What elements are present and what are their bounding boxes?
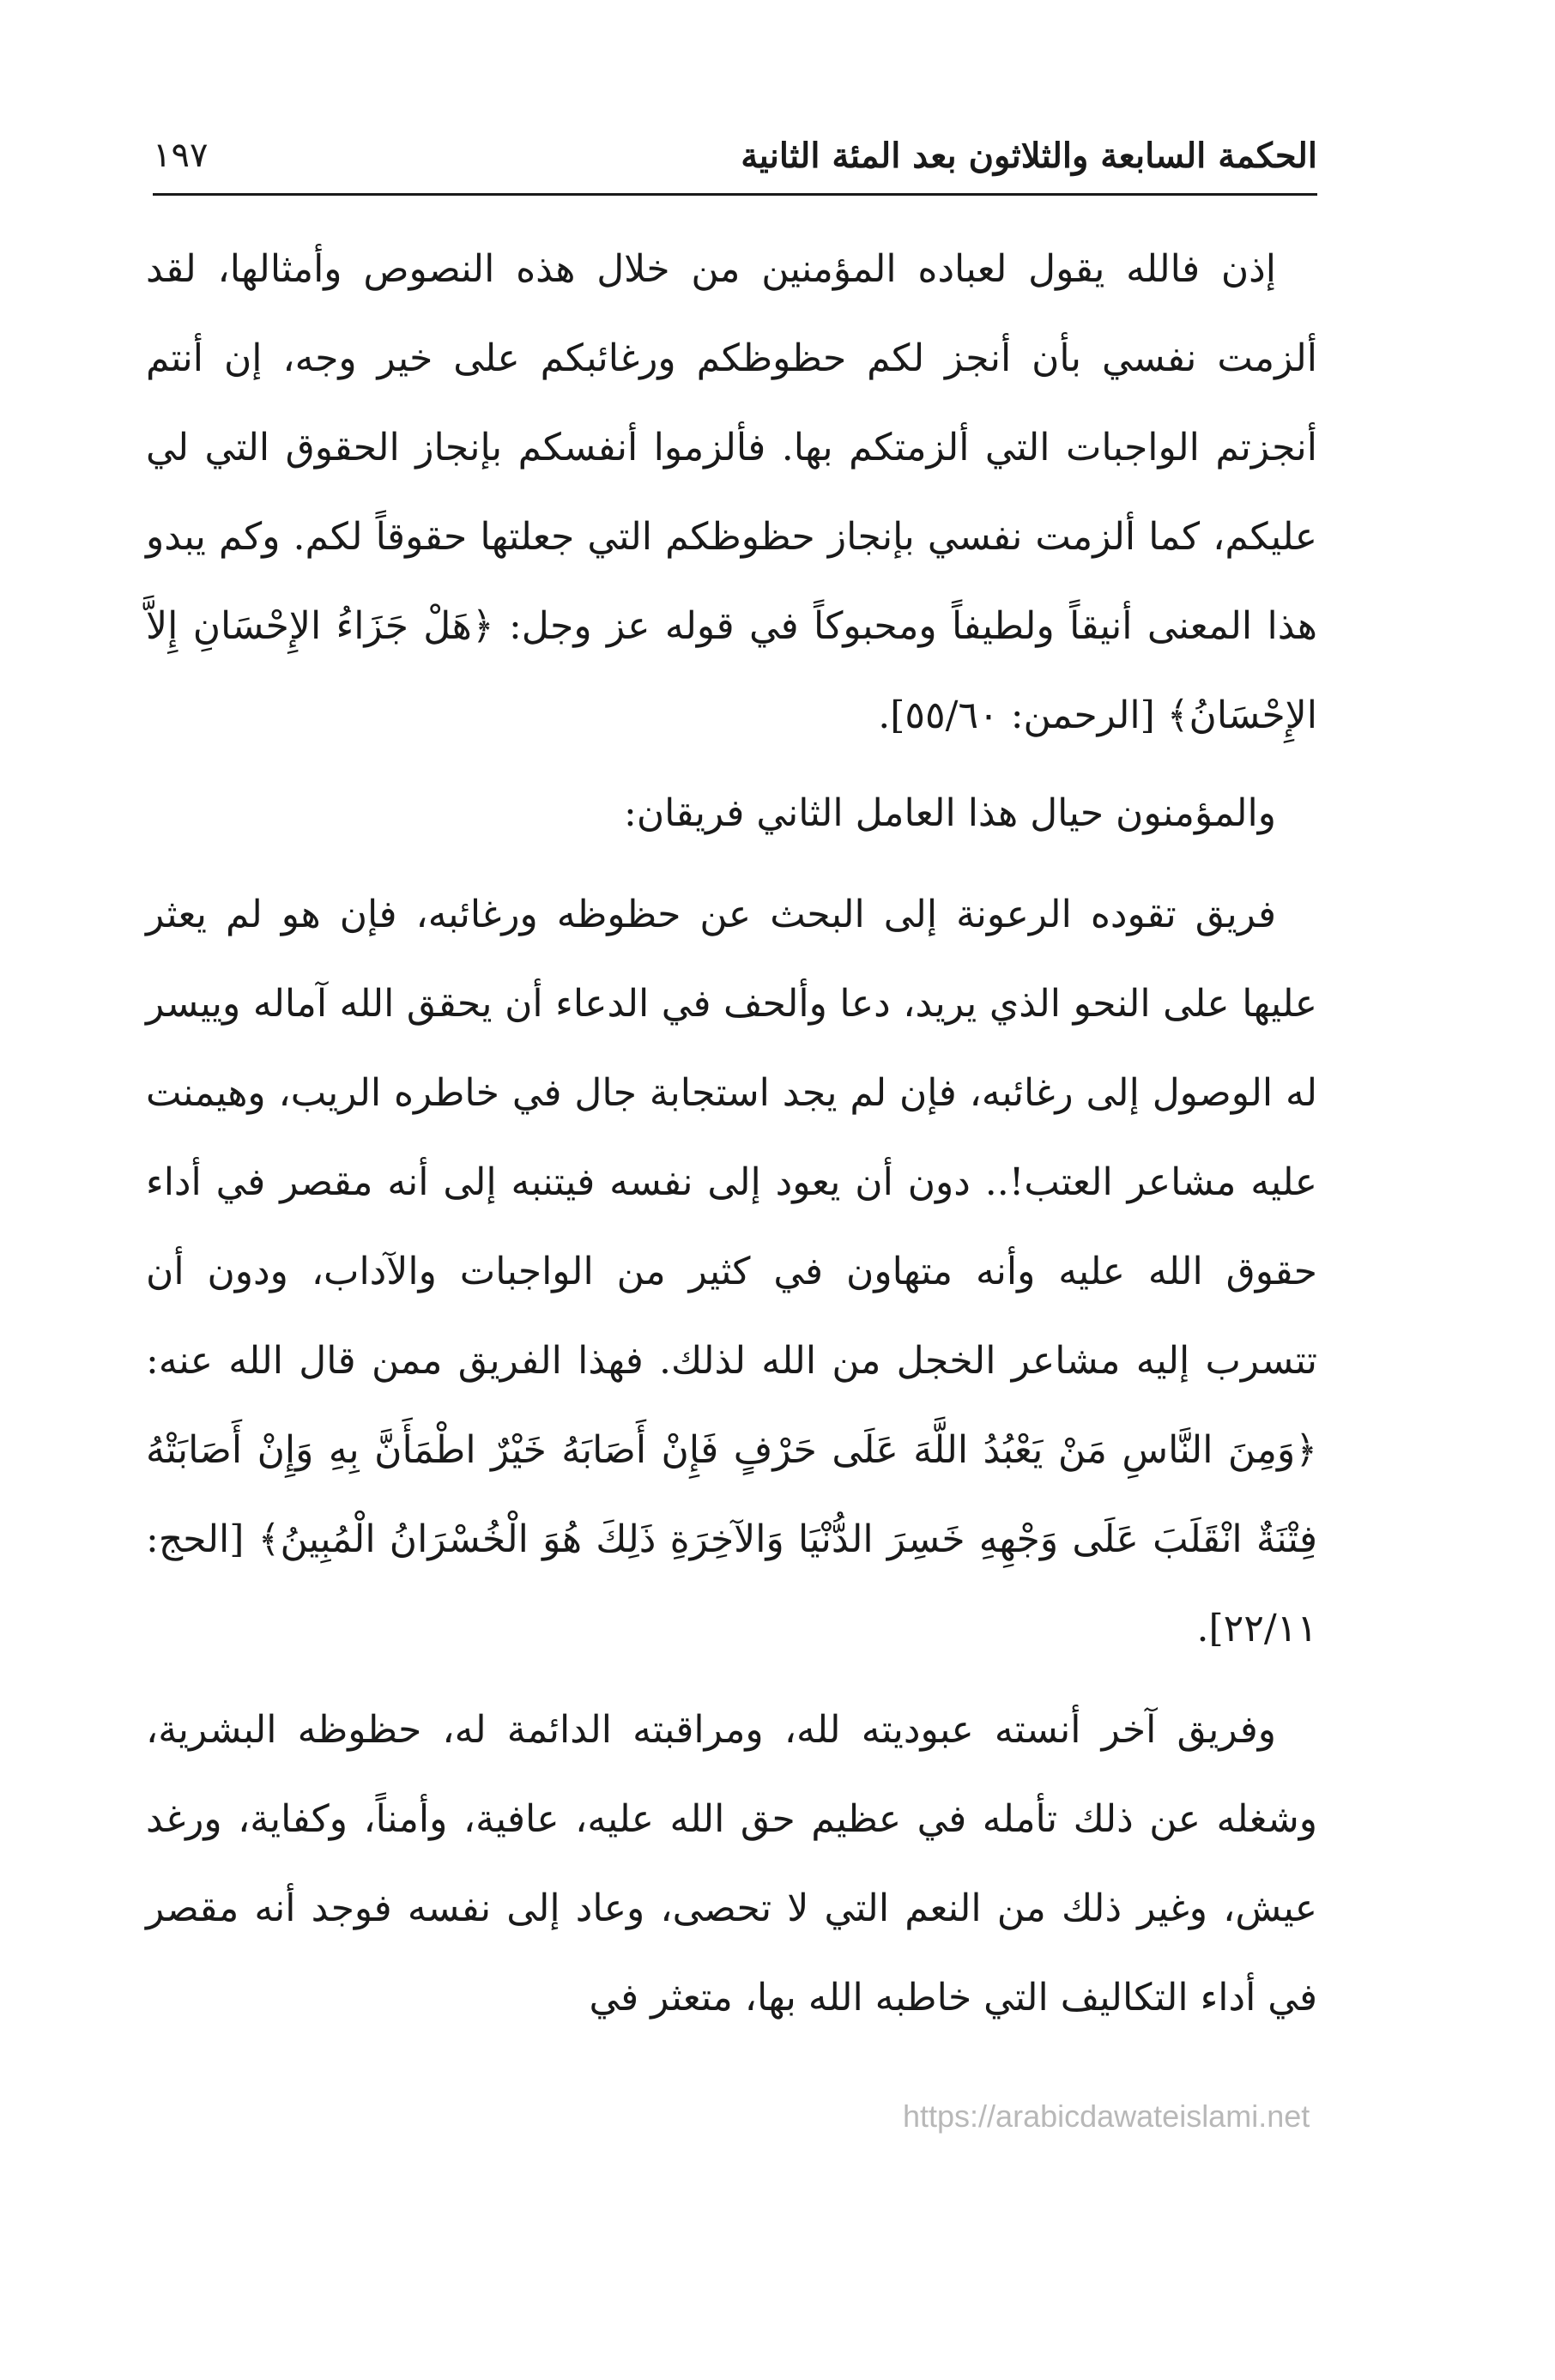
paragraph-2: والمؤمنون حيال هذا العامل الثاني فريقان:	[624, 791, 1276, 835]
body-text	[146, 225, 1317, 2043]
page-header	[153, 129, 1317, 189]
paragraph-3: فريق تقوده الرعونة إلى البحث عن حظوظه ورغائبه، فإن هو لم يعثر عليها على النحو الذي يريد، دعا وألحف في الدعاء أن يحقق الله آماله وييسر له الوصول إلى رغائبه، فإن لم يجد استجابة جال في خاطره الريب، وهيمنت عليه مشاعر العتب!.. دون أن يعود إلى نفسه فيتنبه إلى أنه مقصر في أداء حقوق الله عليه وأنه متهاون في كثير من الواجبات والآداب، ودون أن تتسرب إليه مشاعر الخجل من الله لذلك. فهذا الفريق ممن قال الله عنه: ﴿وَمِنَ النَّاسِ مَنْ يَعْبُدُ اللَّهَ عَلَى حَرْفٍ فَإِنْ أَصَابَهُ خَيْرٌ اطْمَأَنَّ بِهِ وَإِنْ أَصَابَتْهُ فِتْنَةٌ انْقَلَبَ عَلَى وَجْهِهِ خَسِرَ الدُّنْيَا وَالآخِرَةِ ذَلِكَ هُوَ الْخُسْرَانُ الْمُبِينُ﴾ [الحج: ٢٢/١١].	[146, 893, 1317, 1650]
chapter-title: الحكمة السابعة والثلاثون بعد المئة الثانية	[741, 136, 1317, 176]
header-divider	[153, 193, 1317, 196]
page-number: ١٩٧	[153, 136, 209, 175]
site-watermark: https://arabicdawateislami.net	[903, 2098, 1310, 2134]
paragraph-1: إذن فالله يقول لعباده المؤمنين من خلال هذه النصوص وأمثالها، لقد ألزمت نفسي بأن أنجز لكم حظوظكم ورغائبكم على خير وجه، إن أنتم أنجزتم الواجبات التي ألزمتكم بها. فألزموا أنفسكم بإنجاز الحقوق التي لي عليكم، كما ألزمت نفسي بإنجاز حظوظكم التي جعلتها حقوقاً لكم. وكم يبدو هذا المعنى أنيقاً ولطيفاً ومحبوكاً في قوله عز وجل: ﴿هَلْ جَزَاءُ الإِحْسَانِ إِلاَّ الإِحْسَانُ﴾ [الرحمن: ٥٥/٦٠].	[146, 247, 1317, 737]
paragraph-4: وفريق آخر أنسته عبوديته لله، ومراقبته الدائمة له، حظوظه البشرية، وشغله عن ذلك تأمله في عظيم حق الله عليه، عافية، وأمناً، وكفاية، ورغد عيش، وغير ذلك من النعم التي لا تحصى، وعاد إلى نفسه فوجد أنه مقصر في أداء التكاليف التي خاطبه الله بها، متعثر في	[146, 1708, 1317, 2020]
